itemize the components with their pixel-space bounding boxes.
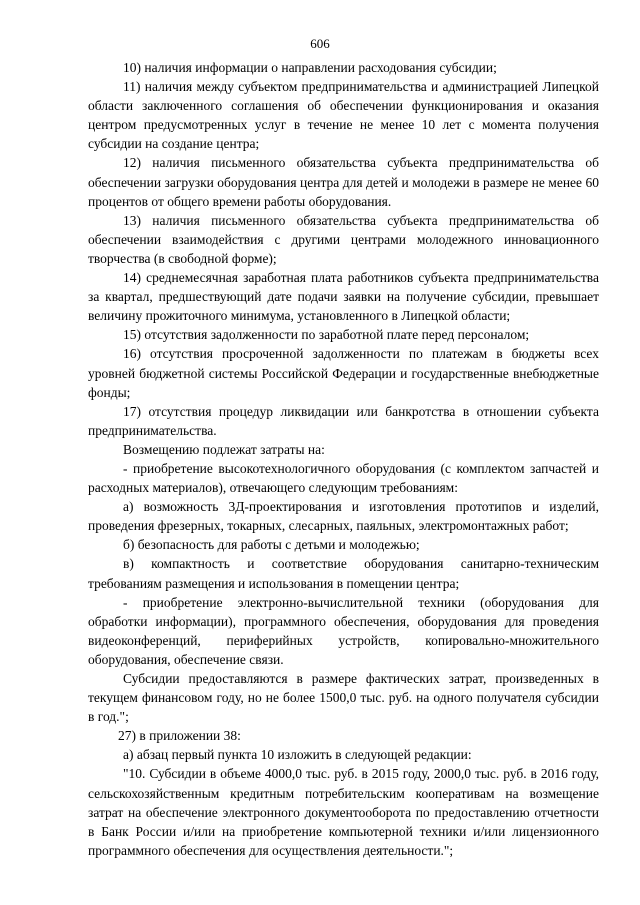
paragraph-subsidy-limit: Субсидии предоставляются в размере фактических затрат, произведенных в текущем финансовом году, но не более 1500,0 тыс. руб. на одного получателя субсидии в год."; [88,671,599,725]
paragraph-requirement-b: б) безопасность для работы с детьми и молодежью; [123,537,420,553]
page-number: 606 [310,36,330,51]
paragraph-item-15: 15) отсутствия задолженности по заработной плате перед персоналом; [123,327,530,343]
paragraph-item-13: 13) наличия письменного обязательства субъекта предпринимательства об обеспечении взаимодействия с другими центрами молодежного инновационного творчества (в свободной форме); [88,212,599,266]
paragraph-item-10-new: "10. Субсидии в объеме 4000,0 тыс. руб. в 2015 году, 2000,0 тыс. руб. в 2016 году, сельскохозяйственным кредитным потребительским кооперативам на возмещение затрат на обеспечение электронного документооборота по предоставлению отчетности в Банк России и/или на приобретение компьютерной техники и/или лицензионного программного обеспечения для осуществления деятельности."; [88,766,599,858]
paragraph-amendment-a: а) абзац первый пункта 10 изложить в следующей редакции: [123,747,472,763]
paragraph-item-11: 11) наличия между субъектом предпринимательства и администрацией Липецкой области заключенного соглашения об обеспечении функционирования и оказания центром предусмотренных услуг в течение не менее 10 лет с момента получения субсидии на создание центра; [88,79,599,152]
paragraph-equipment-purchase: - приобретение высокотехнологичного оборудования (с комплектом запчастей и расходных материалов), отвечающего следующим требованиям: [88,460,599,496]
paragraph-requirement-a: а) возможность 3Д-проектирования и изготовления прототипов и изделий, проведения фрезерных, токарных, слесарных, паяльных, электромонтажных работ; [88,499,599,534]
paragraph-requirement-v: в) компактность и соответствие оборудования санитарно-техническим требованиям размещения и использования в помещении центра; [88,556,599,591]
paragraph-appendix-38: 27) в приложении 38: [118,728,241,744]
paragraph-item-17: 17) отсутствия процедур ликвидации или банкротства в отношении субъекта предпринимательства. [88,403,599,438]
paragraph-costs-intro: Возмещению подлежат затраты на: [123,441,325,457]
paragraph-item-14: 14) среднемесячная заработная плата работников субъекта предпринимательства за квартал, предшествующий дате подачи заявки на получение субсидии, превышает величину прожиточного минимума, установленного в Липецкой области; [88,270,599,324]
paragraph-item-10: 10) наличия информации о направлении расходования субсидии; [123,60,497,75]
paragraph-computing-purchase: - приобретение электронно-вычислительной техники (оборудования для обработки информации), программного обеспечения, оборудования для проведения видеоконференций, периферийных устройств, копировально-множительного оборудования, обеспечение связи. [88,594,599,667]
paragraph-item-12: 12) наличия письменного обязательства субъекта предпринимательства об обеспечении загрузки оборудования центра для детей и молодежи в размере не менее 60 процентов от общего времени работы оборудования. [88,155,599,209]
paragraph-item-16: 16) отсутствия просроченной задолженности по платежам в бюджеты всех уровней бюджетной системы Российской Федерации и государственные внебюджетные фонды; [88,346,599,400]
document-body [88,58,599,860]
